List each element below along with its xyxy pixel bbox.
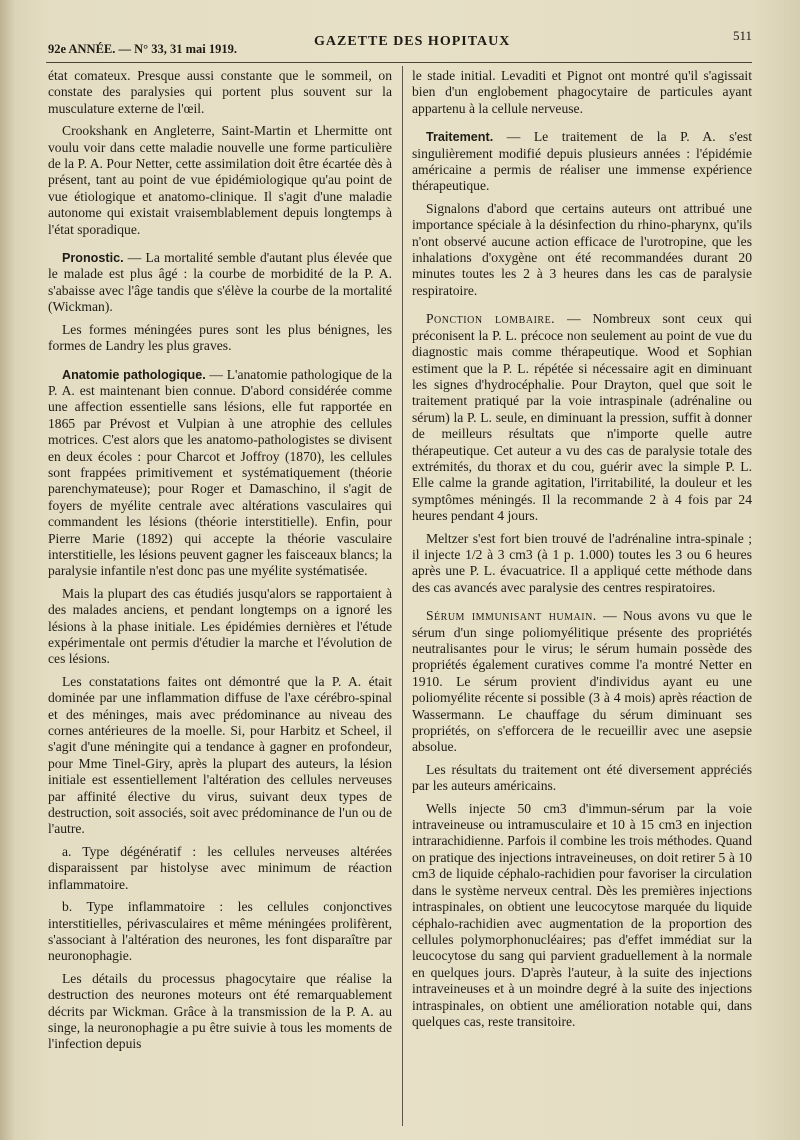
paragraph: Mais la plupart des cas étudiés jusqu'alors se rapportaient à des malades anciens, et pendant longtemps on a ignoré les lésions à la phase initiale. Les épidémies dernières et l'étude expérimentale ont permis d'étudier la marche et l'évolution de ces lésions. [48,585,392,667]
section-text: — La mortalité semble d'autant plus élevée que le malade est plus âgé : la courbe de morbidité de la P. A. s'abaisse avec l'âge tandis que s'élève la courbe de la mortalité (Wickman). [48,250,392,315]
section-serum [412,608,752,756]
page-number: 511 [732,28,752,43]
paragraph: Les détails du processus phagocytaire que réalise la destruction des neurones moteurs ont été remarquablement décrits par Wickman. Grâce à la transmission de la P. A. au singe, la neuronophagie a pu être suivie à tous les moments de l'infection depuis [48,970,392,1052]
issue-line: 92e ANNÉE. — N° 33, 31 mai 1919. [48,42,238,56]
section-heading: Anatomie pathologique. [62,367,206,382]
column-divider [402,66,403,1126]
journal-title: GAZETTE DES HOPITAUX [314,34,511,49]
paragraph: Meltzer s'est fort bien trouvé de l'adrénaline intra-spinale ; il injecte 1/2 à 3 cm3 (à 1 p. 1.000) toutes les 3 ou 6 heures après une P. L. évacuatrice. Il a appliqué cette méthode dans des cas avancés avec paralysie des centres respiratoires. [412,530,752,595]
paragraph: état comateux. Presque aussi constante que le sommeil, on constate des paralysies qui portent plus souvent sur la musculature externe de l'œil. [48,68,392,116]
paragraph: b. Type inflammatoire : les cellules conjonctives interstitielles, périvasculaires et même méningées prolifèrent, s'associant à l'altération des neurones, les font disparaître par neuronophagie. [48,899,392,964]
section-text: — L'anatomie pathologique de la P. A. est maintenant bien connue. D'abord considérée comme une affection essentielle sans lésions, elle fut rapportée en 1865 par Prévost et Vulpian à une atrophie des cellules motrices. C'est alors que les anatomo-pathologistes se divisent en deux écoles : pour Charcot et Joffroy (1870), les cellules sont frappées primitivement et systématiquement (théorie parenchymateuse); pour Roger et Damaschino, il s'agit de foyers de myélite centrale avec altérations vasculaires qui commandent les lésions (théorie interstitielle). Enfin, pour Pierre Marie (1892) qui accepte la théorie vasculaire interstitielle, les lésions peuvent gagner les faisceaux blancs; la paralysie infantile n'est donc pas une myélite systématisée. [48,366,392,579]
header-rule [46,62,752,63]
paragraph: Wells injecte 50 cm3 d'immun-sérum par la voie intraveineuse ou intramusculaire et 10 à 15 cm3 en injection intrarachidienne. Parfois il combine les trois méthodes. Quand on pratique des injections intraveineuses, on doit retirer 5 à 10 cm3 de liquide céphalo-rachidien pour favoriser la circulation dans le système nerveux central. Dès les premières injections intraspinales, on obtient une leucocytose marquée du liquide céphalo-rachidien avec augmentation de la proportion des cellules polymorphonucléaires; pas d'effet immédiat sur la leucocytose du sang qui parvient graduellement à la normale en quelques jours. D'après l'auteur, à la suite des injections intraveineuses et à un moindre degré à la suite des injections intraspinales, on obtient une amélioration notable qui, dans quelques cas, reste transitoire. [412,800,752,1029]
right-column [412,68,752,1036]
section-text: — Nous avons vu que le sérum d'un singe poliomyélitique présente des propriétés neutralisantes pour le virus; le sérum humain possède des propriétés également curatives comme l'a montré Netter en 1910. Le sérum provient d'individus ayant eu une poliomyélite récente si possible (3 à 4 mois) après réaction de Wassermann. Le chauffage du sérum diminuant ses propriétés, on s'efforcera de le recueillir avec une asepsie absolue. [412,608,752,755]
paragraph: Signalons d'abord que certains auteurs ont attribué une importance spéciale à la désinfection du rhino-pharynx, qu'ils n'ont observé aucune action efficace de l'urotropine, que les inhalations d'oxygène ont été recommandées durant 20 minutes toutes les 2 à 3 heures dans les cas de paralysie respiratoire. [412,200,752,298]
left-column [48,68,392,1059]
section-traitement [412,129,752,195]
paragraph: a. Type dégénératif : les cellules nerveuses altérées disparaissent par histolyse avec minimum de réaction inflammatoire. [48,843,392,892]
page-header [44,24,752,60]
paragraph: le stade initial. Levaditi et Pignot ont montré qu'il s'agissait bien d'un englobement phagocytaire de particules ayant appartenu à la cellule nerveuse. [412,68,752,116]
section-heading: Traitement. [426,130,494,145]
paragraph: Les formes méningées pures sont les plus bénignes, les formes de Landry les plus graves. [48,321,392,354]
section-text: — Nombreux sont ceux qui préconisent la P. L. précoce non seulement au point de vue du diagnostic mais comme thérapeutique. Wood et Sophian estiment que la P. L. répétée si nécessaire agit en diminuant les signes d'hydrocéphalie. Pour Drayton, quel que soit le traitement pratiqué par la voie intraspinale (adrénaline ou sérum) la P. L. seule, en diminuant la pression, suffit à donner de meilleurs résultats que n'importe quelle autre thérapeutique. Cet auteur a vu des cas de paralysie totale des extrémités, du thorax et du cou, guérir avec la simple P. L. Elle calme la grande agitation, l'irritabilité, la douleur et les symptômes méningés. Il la recommande 2 à 4 fois par 24 heures pendant 4 jours. [412,311,752,524]
section-heading: Sérum immunisant humain. [426,608,597,624]
section-ponction [412,311,752,524]
section-heading: Pronostic. [62,251,124,266]
section-text: — Le traitement de la P. A. s'est singulièrement modifié depuis plusieurs années : l'épidémie américaine a permis de réaliser une immense expérience thérapeutique. [412,129,752,194]
section-anatomie [48,367,392,580]
page-spine-shadow [0,0,14,1140]
section-pronostic [48,250,392,316]
paragraph: Les résultats du traitement ont été diversement appréciés par les auteurs américains. [412,761,752,794]
paragraph: Crookshank en Angleterre, Saint-Martin et Lhermitte ont voulu voir dans cette maladie nouvelle une forme particulière de la P. A. Pour Netter, cette assimilation doit être écartée dès à présent, tant au point de vue épidémiologique qu'au point de vue étiologique et anatomo-clinique. Il s'agit d'une maladie autonome qui existait vraisemblablement depuis longtemps à l'état sporadique. [48,123,392,237]
section-heading: Ponction lombaire. [426,311,556,327]
paragraph: Les constatations faites ont démontré que la P. A. était dominée par une inflammation diffuse de l'axe cérébro-spinal et des méninges, mais avec prédominance au niveau des cornes antérieures de la moelle. Si, pour Harbitz et Scheel, il s'agit d'une méningite qui a tendance à gagner en profondeur, pour Mme Tinel-Giry, après la plupart des auteurs, la lésion initiale est essentiellement l'altération des cellules nerveuses par affinité élective du virus, suivant deux types de destruction, soit associés, soit avec prédominance de l'un ou de l'autre. [48,673,392,837]
